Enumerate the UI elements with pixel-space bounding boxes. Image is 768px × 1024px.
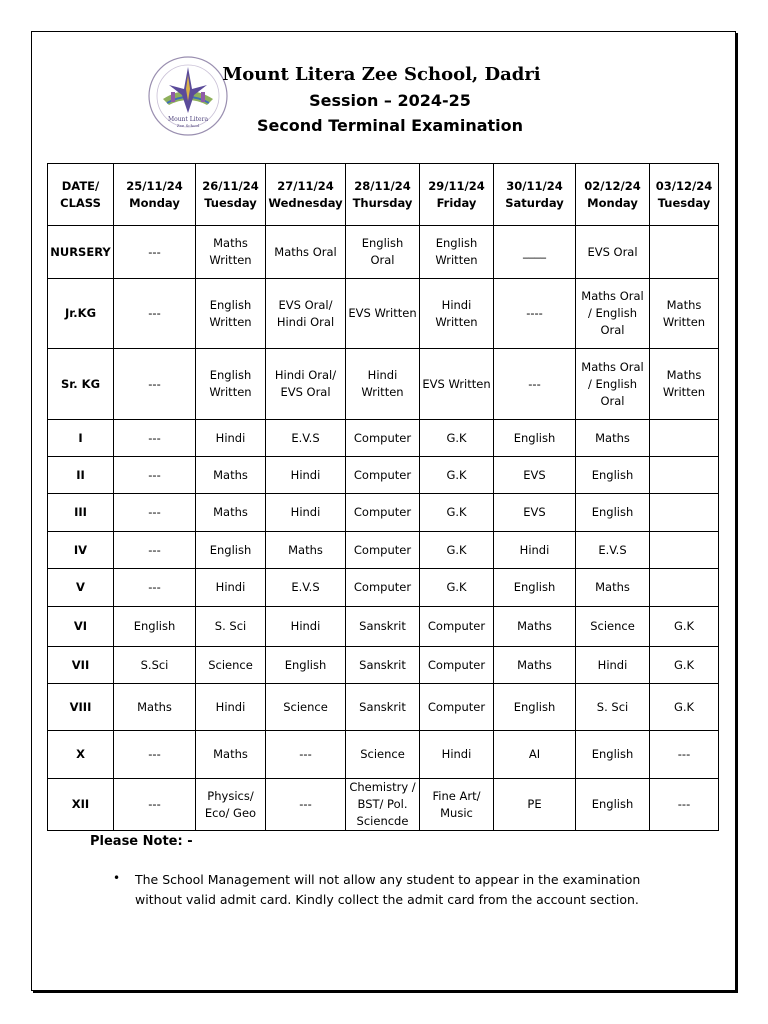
subject-cell: Sanskrit <box>346 684 420 731</box>
header-date: 02/12/24 <box>584 178 641 193</box>
subject-cell: Maths <box>576 420 650 457</box>
note-label: Please Note: - <box>90 834 193 849</box>
class-label: VI <box>48 607 114 647</box>
subject-cell: --- <box>650 731 719 779</box>
subject-cell: Hindi Written <box>346 349 420 420</box>
subject-cell: G.K <box>420 420 494 457</box>
corner-header: DATE/ CLASS <box>48 164 114 226</box>
subject-cell: Computer <box>420 647 494 684</box>
subject-cell: Hindi Written <box>420 279 494 349</box>
subject-cell: English <box>266 647 346 684</box>
subject-cell: ---- <box>494 279 576 349</box>
subject-cell <box>650 494 719 532</box>
subject-cell: Computer <box>420 607 494 647</box>
date-header <box>346 164 420 226</box>
header-day: Monday <box>129 195 180 210</box>
subject-cell: EVS <box>494 457 576 494</box>
class-label: VII <box>48 647 114 684</box>
header-date: 25/11/24 <box>126 178 183 193</box>
subject-cell: Science <box>576 607 650 647</box>
svg-text:Zee School: Zee School <box>176 123 200 128</box>
header-day: Wednesday <box>268 195 343 210</box>
class-label: X <box>48 731 114 779</box>
subject-cell <box>650 420 719 457</box>
subject-cell: E.V.S <box>266 569 346 607</box>
subject-cell: --- <box>114 731 196 779</box>
subject-cell: --- <box>266 779 346 831</box>
exam-title: Second Terminal Examination <box>256 116 524 135</box>
note-text: The School Management will not allow any student to appear in the examination without valid admit card. Kindly collect the admit card from the account section. <box>135 872 641 907</box>
class-label: II <box>48 457 114 494</box>
subject-cell: Computer <box>346 457 420 494</box>
subject-cell: Science <box>266 684 346 731</box>
subject-cell: --- <box>494 349 576 420</box>
subject-cell: Hindi <box>196 420 266 457</box>
subject-cell: G.K <box>420 569 494 607</box>
date-header <box>196 164 266 226</box>
subject-cell: G.K <box>420 457 494 494</box>
subject-cell: PE <box>494 779 576 831</box>
subject-cell: English <box>114 607 196 647</box>
subject-cell <box>650 532 719 569</box>
school-name: Mount Litera Zee School, Dadri <box>222 64 541 85</box>
header-day: Tuesday <box>657 195 711 210</box>
class-label: III <box>48 494 114 532</box>
subject-cell: Maths <box>494 607 576 647</box>
subject-cell: Chemistry / BST/ Pol. Sciencde <box>346 779 420 831</box>
header-date: 27/11/24 <box>277 178 334 193</box>
session-title: Session – 2024-25 <box>309 91 471 110</box>
table-row <box>48 420 719 457</box>
subject-cell: Maths <box>196 731 266 779</box>
subject-cell: --- <box>114 779 196 831</box>
subject-cell: Hindi <box>420 731 494 779</box>
subject-cell: Computer <box>346 494 420 532</box>
subject-cell: --- <box>650 779 719 831</box>
class-label: I <box>48 420 114 457</box>
table-row <box>48 607 719 647</box>
subject-cell: Computer <box>346 569 420 607</box>
subject-cell: G.K <box>650 647 719 684</box>
subject-cell: --- <box>114 349 196 420</box>
subject-cell: Physics/ Eco/ Geo <box>196 779 266 831</box>
class-label: VIII <box>48 684 114 731</box>
subject-cell: Hindi <box>196 569 266 607</box>
subject-cell: Sanskrit <box>346 607 420 647</box>
date-header <box>420 164 494 226</box>
subject-cell: Computer <box>420 684 494 731</box>
header-day: Monday <box>587 195 638 210</box>
exam-schedule-table <box>47 163 719 831</box>
subject-cell: Maths <box>266 532 346 569</box>
subject-cell: Maths <box>114 684 196 731</box>
subject-cell: --- <box>114 279 196 349</box>
subject-cell: --- <box>114 532 196 569</box>
table-row <box>48 494 719 532</box>
table-row <box>48 349 719 420</box>
date-header <box>650 164 719 226</box>
date-header <box>266 164 346 226</box>
header-row <box>48 164 719 226</box>
subject-cell <box>650 226 719 279</box>
subject-cell: English <box>576 779 650 831</box>
subject-cell: ____ <box>494 226 576 279</box>
table-row <box>48 457 719 494</box>
subject-cell: Hindi Oral/ EVS Oral <box>266 349 346 420</box>
subject-cell: Maths <box>196 457 266 494</box>
subject-cell: --- <box>114 226 196 279</box>
date-header <box>114 164 196 226</box>
svg-text:Mount Litera: Mount Litera <box>167 116 209 123</box>
subject-cell: English Written <box>420 226 494 279</box>
date-header <box>576 164 650 226</box>
subject-cell: G.K <box>650 684 719 731</box>
subject-cell: Science <box>346 731 420 779</box>
class-label: V <box>48 569 114 607</box>
subject-cell: EVS Oral <box>576 226 650 279</box>
subject-cell: G.K <box>420 532 494 569</box>
subject-cell: English <box>576 731 650 779</box>
subject-cell: Maths Oral / English Oral <box>576 349 650 420</box>
subject-cell: Hindi <box>266 457 346 494</box>
subject-cell: S. Sci <box>576 684 650 731</box>
table-row <box>48 684 719 731</box>
class-label: XII <box>48 779 114 831</box>
subject-cell: G.K <box>650 607 719 647</box>
header-date: 03/12/24 <box>655 178 713 193</box>
subject-cell: --- <box>114 494 196 532</box>
header-day: Saturday <box>505 195 564 210</box>
header-day: Thursday <box>352 195 413 210</box>
subject-cell: Computer <box>346 532 420 569</box>
subject-cell: S. Sci <box>196 607 266 647</box>
table-row <box>48 647 719 684</box>
subject-cell: Computer <box>346 420 420 457</box>
table-row <box>48 569 719 607</box>
subject-cell <box>650 569 719 607</box>
header-date: 29/11/24 <box>428 178 485 193</box>
subject-cell: Fine Art/ Music <box>420 779 494 831</box>
subject-cell: E.V.S <box>576 532 650 569</box>
class-label: IV <box>48 532 114 569</box>
header-day: Tuesday <box>204 195 257 210</box>
subject-cell: English Oral <box>346 226 420 279</box>
subject-cell: English <box>494 569 576 607</box>
subject-cell: Hindi <box>494 532 576 569</box>
header-date: 26/11/24 <box>202 178 259 193</box>
subject-cell: Hindi <box>196 684 266 731</box>
subject-cell: Hindi <box>266 494 346 532</box>
subject-cell: --- <box>114 569 196 607</box>
subject-cell: G.K <box>420 494 494 532</box>
subject-cell: --- <box>114 457 196 494</box>
subject-cell: Maths Oral / English Oral <box>576 279 650 349</box>
subject-cell: Science <box>196 647 266 684</box>
subject-cell: Maths Written <box>650 349 719 420</box>
subject-cell: --- <box>114 420 196 457</box>
note-bullet: • <box>113 871 121 885</box>
subject-cell <box>650 457 719 494</box>
class-label: Jr.KG <box>48 279 114 349</box>
header-date: 30/11/24 <box>506 178 563 193</box>
subject-cell: Maths Written <box>650 279 719 349</box>
subject-cell: English <box>494 684 576 731</box>
table-row <box>48 279 719 349</box>
subject-cell: English <box>494 420 576 457</box>
subject-cell: English <box>576 494 650 532</box>
header-date: 28/11/24 <box>354 178 411 193</box>
date-header <box>494 164 576 226</box>
subject-cell: --- <box>266 731 346 779</box>
subject-cell: English Written <box>196 279 266 349</box>
subject-cell: English Written <box>196 349 266 420</box>
table-row <box>48 731 719 779</box>
subject-cell: AI <box>494 731 576 779</box>
subject-cell: English <box>196 532 266 569</box>
subject-cell: EVS Oral/ Hindi Oral <box>266 279 346 349</box>
subject-cell: S.Sci <box>114 647 196 684</box>
subject-cell: English <box>576 457 650 494</box>
subject-cell: EVS <box>494 494 576 532</box>
subject-cell: EVS Written <box>346 279 420 349</box>
subject-cell: Sanskrit <box>346 647 420 684</box>
class-label: Sr. KG <box>48 349 114 420</box>
subject-cell: EVS Written <box>420 349 494 420</box>
subject-cell: Hindi <box>576 647 650 684</box>
class-label: NURSERY <box>48 226 114 279</box>
subject-cell: Hindi <box>266 607 346 647</box>
table-row <box>48 226 719 279</box>
table-row <box>48 532 719 569</box>
subject-cell: Maths Written <box>196 226 266 279</box>
subject-cell: Maths <box>576 569 650 607</box>
header-day: Friday <box>436 195 477 210</box>
subject-cell: Maths Oral <box>266 226 346 279</box>
subject-cell: Maths <box>196 494 266 532</box>
subject-cell: Maths <box>494 647 576 684</box>
table-row <box>48 779 719 831</box>
subject-cell: E.V.S <box>266 420 346 457</box>
